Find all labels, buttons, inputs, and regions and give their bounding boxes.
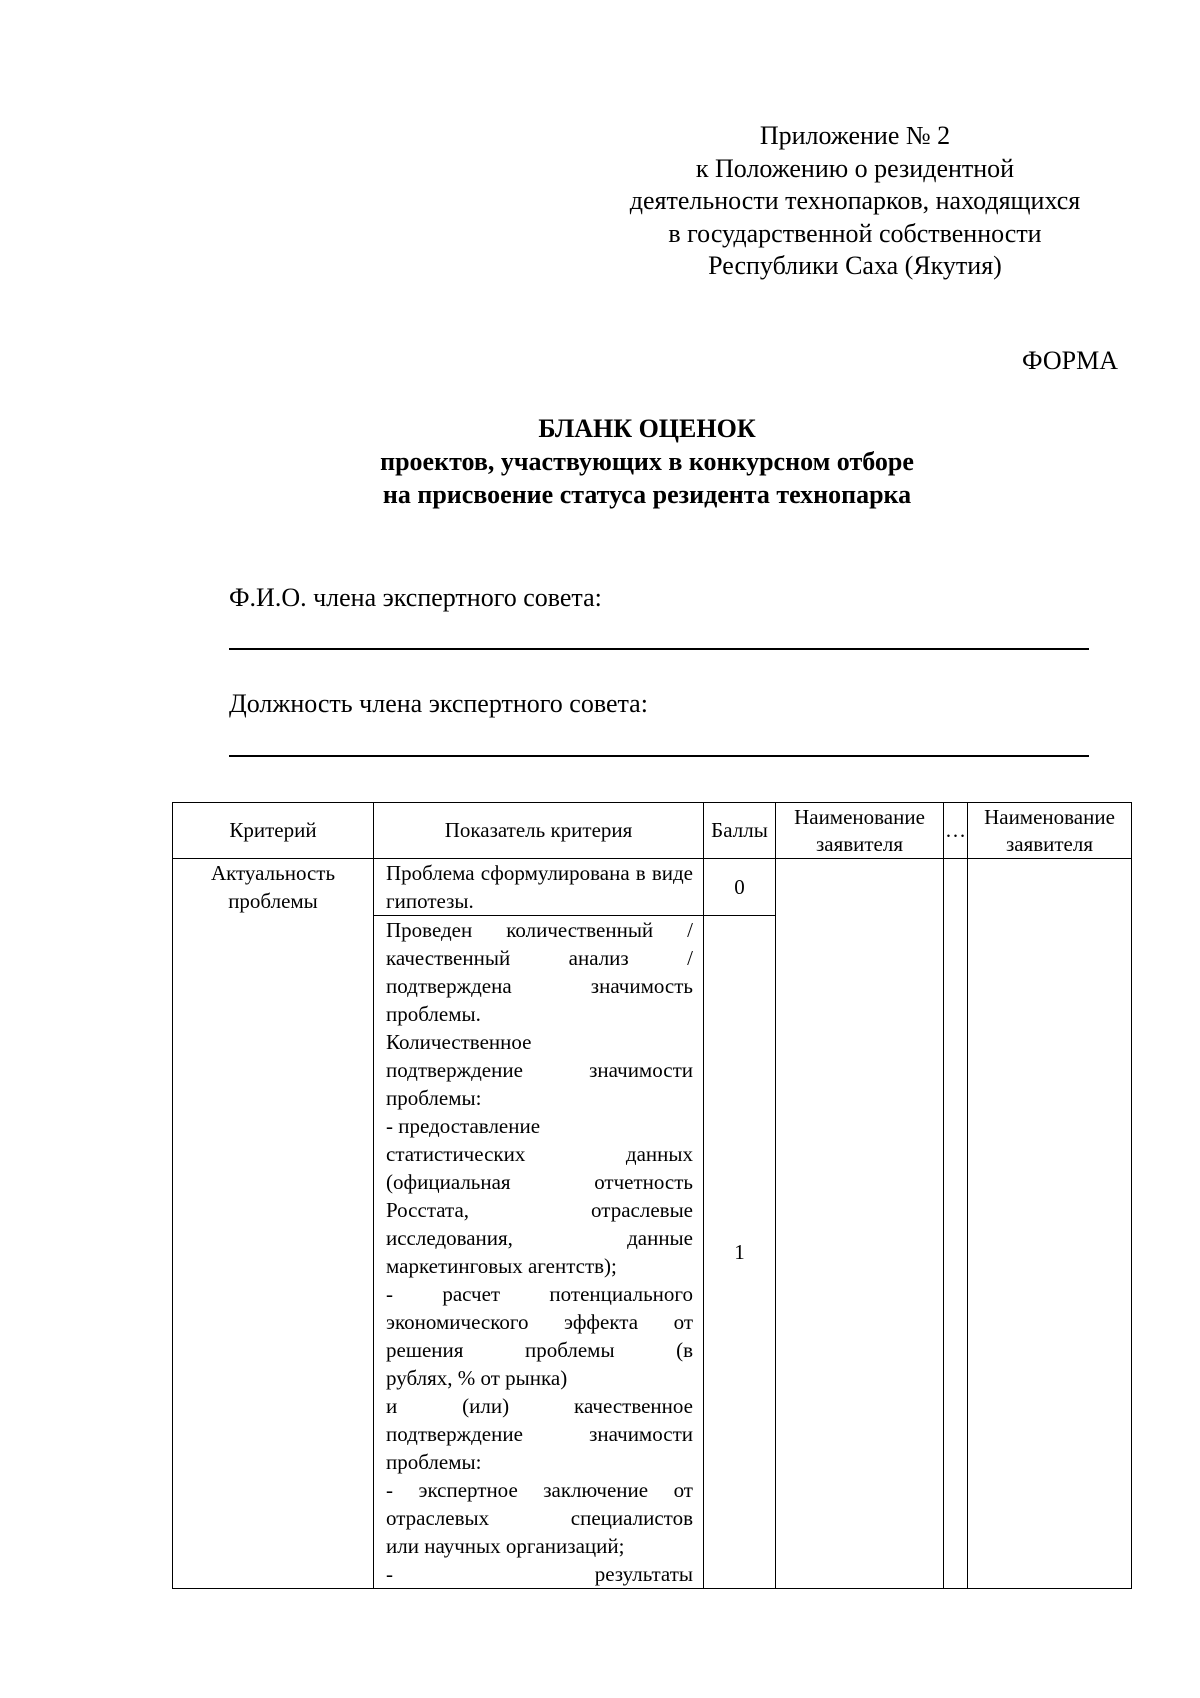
- header-score: Баллы: [704, 803, 776, 859]
- indicator-line: подтверждение значимости: [386, 1422, 693, 1446]
- title-line-1: БЛАНК ОЦЕНОК: [538, 414, 756, 443]
- ellipsis-score-cell: [944, 859, 968, 1589]
- score-cell: 1: [704, 916, 776, 1589]
- appendix-line: в государственной собственности: [668, 218, 1042, 248]
- indicator-line: или научных организаций;: [386, 1534, 625, 1558]
- indicator-line: Проведен количественный /: [386, 918, 693, 942]
- header-indicator: Показатель критерия: [374, 803, 704, 859]
- indicator-line: качественный анализ /: [386, 946, 693, 970]
- header-criterion: Критерий: [173, 803, 374, 859]
- appendix-line: деятельности технопарков, находящихся: [629, 186, 1081, 215]
- criterion-cell: Актуальность проблемы: [173, 859, 374, 1589]
- indicator-line: проблемы:: [386, 1086, 482, 1110]
- table-header-row: [173, 803, 1132, 859]
- indicator-line: - предоставление: [386, 1114, 541, 1138]
- indicator-line: исследования, данные: [386, 1226, 693, 1250]
- indicator-cell: [374, 859, 704, 916]
- header-applicant-2: Наименование заявителя: [968, 803, 1132, 859]
- indicator-line: статистических данных: [386, 1142, 693, 1166]
- indicator-line: решения проблемы (в: [386, 1338, 693, 1362]
- indicator-line: экономического эффекта от: [386, 1310, 693, 1334]
- appendix-line: Республики Саха (Якутия): [708, 251, 1002, 280]
- form-label: ФОРМА: [1022, 346, 1118, 375]
- indicator-line: - расчет потенциального: [386, 1282, 693, 1306]
- appendix-line: к Положению о резидентной: [695, 153, 1015, 183]
- indicator-line: Количественное: [386, 1030, 532, 1054]
- table-row: [173, 859, 1132, 916]
- position-input-line[interactable]: [229, 755, 1089, 757]
- indicator-line: - результаты: [386, 1562, 693, 1586]
- position-label: Должность члена экспертного совета:: [229, 689, 648, 718]
- indicator-line: (официальная отчетность: [386, 1170, 693, 1194]
- title-line-3: на присвоение статуса резидента технопарка: [382, 480, 912, 509]
- title-line-2: проектов, участвующих в конкурсном отборе: [380, 447, 914, 476]
- applicant-2-score-cell[interactable]: [968, 859, 1132, 1589]
- document-title: [0, 412, 1200, 511]
- indicator-line: маркетинговых агентств);: [386, 1254, 617, 1278]
- header-ellipsis: …: [944, 803, 968, 859]
- indicator-text: Проблема сформулирована в виде гипотезы.: [386, 861, 693, 913]
- applicant-1-score-cell[interactable]: [776, 859, 944, 1589]
- indicator-line: отраслевых специалистов: [386, 1506, 693, 1530]
- indicator-line: подтверждена значимость: [386, 974, 693, 998]
- indicator-cell: [374, 916, 704, 1589]
- fio-label: Ф.И.О. члена экспертного совета:: [229, 583, 602, 612]
- fio-input-line[interactable]: [229, 648, 1089, 650]
- appendix-block: [590, 120, 1120, 283]
- header-applicant-1: Наименование заявителя: [776, 803, 944, 859]
- indicator-line: проблемы:: [386, 1450, 482, 1474]
- indicator-line: рублях, % от рынка): [386, 1366, 568, 1390]
- indicator-line: подтверждение значимости: [386, 1058, 693, 1082]
- score-cell: 0: [704, 859, 776, 916]
- evaluation-table: [172, 802, 1132, 1589]
- indicator-line: проблемы.: [386, 1002, 481, 1026]
- indicator-line: Росстата, отраслевые: [386, 1198, 693, 1222]
- indicator-line: и (или) качественное: [386, 1394, 693, 1418]
- appendix-line: Приложение № 2: [759, 121, 951, 150]
- indicator-line: - экспертное заключение от: [386, 1478, 693, 1502]
